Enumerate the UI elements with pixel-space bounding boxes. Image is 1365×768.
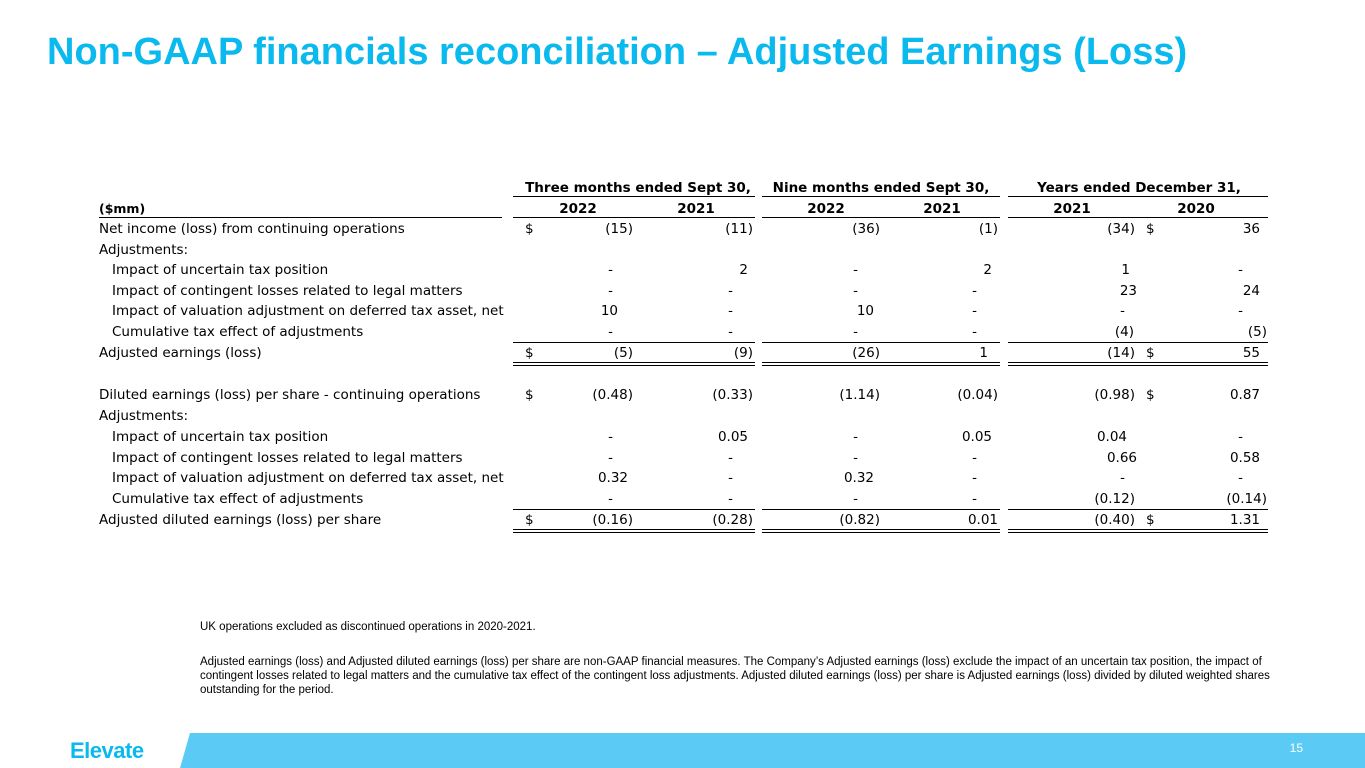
value-cell: (4) bbox=[1114, 324, 1134, 340]
total-double-underline bbox=[1008, 362, 1268, 366]
value-cell: 10 bbox=[856, 303, 874, 319]
value-cell: - bbox=[1238, 262, 1243, 278]
elevate-logo: Elevate bbox=[70, 738, 144, 763]
value-cell: - bbox=[972, 303, 977, 319]
value-cell: (0.14) bbox=[1226, 491, 1267, 507]
value-cell: - bbox=[972, 324, 977, 340]
value-cell: - bbox=[972, 470, 977, 486]
value-cell: 0.66 bbox=[1106, 450, 1137, 466]
subtotal-underline bbox=[513, 342, 755, 343]
value-cell: - bbox=[1238, 470, 1243, 486]
value-cell: (1) bbox=[978, 221, 998, 237]
value-cell: (0.48) bbox=[592, 387, 633, 403]
value-cell: - bbox=[1120, 303, 1125, 319]
value-cell: (5) bbox=[613, 345, 633, 361]
value-cell: - bbox=[608, 283, 613, 299]
dollar-sign: $ bbox=[525, 221, 534, 237]
value-cell: (0.04) bbox=[957, 387, 998, 403]
value-cell: - bbox=[728, 470, 733, 486]
footnote-uk: UK operations excluded as discontinued operations in 2020-2021. bbox=[200, 621, 536, 633]
footer-shape bbox=[0, 733, 1365, 768]
value-cell: - bbox=[972, 283, 977, 299]
row-label: Diluted earnings (loss) per share - continuing operations bbox=[99, 387, 481, 403]
value-cell: - bbox=[1238, 429, 1243, 445]
group-header-nine-months: Nine months ended Sept 30, bbox=[772, 180, 990, 196]
footer-band bbox=[0, 733, 1365, 768]
value-cell: 0.04 bbox=[1096, 429, 1127, 445]
value-cell: - bbox=[972, 491, 977, 507]
header-underline bbox=[762, 217, 1000, 218]
row-label: Adjusted diluted earnings (loss) per share bbox=[99, 512, 382, 528]
dollar-sign: $ bbox=[1146, 387, 1155, 403]
row-label: Impact of valuation adjustment on deferred tax asset, net bbox=[112, 303, 504, 319]
value-cell: (5) bbox=[1247, 324, 1267, 340]
row-label: Impact of valuation adjustment on deferred tax asset, net bbox=[112, 470, 504, 486]
value-cell: - bbox=[853, 450, 858, 466]
value-cell: - bbox=[1238, 303, 1243, 319]
header-underline bbox=[99, 217, 502, 218]
value-cell: (34) bbox=[1107, 221, 1135, 237]
dollar-sign: $ bbox=[1146, 345, 1155, 361]
value-cell: 23 bbox=[1119, 283, 1137, 299]
year-header: 2022 bbox=[559, 201, 597, 217]
row-label: Cumulative tax effect of adjustments bbox=[112, 491, 364, 507]
value-cell: 0.05 bbox=[961, 429, 992, 445]
value-cell: 1 bbox=[979, 345, 988, 361]
page-title: Non-GAAP financials reconciliation – Adjusted Earnings (Loss) bbox=[47, 31, 1188, 73]
value-cell: 2 bbox=[983, 262, 992, 278]
value-cell: - bbox=[728, 491, 733, 507]
row-label: Adjustments: bbox=[99, 242, 189, 258]
value-cell: (9) bbox=[733, 345, 753, 361]
value-cell: - bbox=[608, 429, 613, 445]
value-cell: 2 bbox=[739, 262, 748, 278]
page-number: 15 bbox=[1289, 741, 1303, 755]
total-double-underline bbox=[762, 362, 1000, 366]
value-cell: 55 bbox=[1242, 345, 1260, 361]
value-cell: (0.33) bbox=[712, 387, 753, 403]
dollar-sign: $ bbox=[525, 512, 534, 528]
value-cell: 1.31 bbox=[1229, 512, 1260, 528]
footer-band-fill bbox=[180, 733, 1365, 768]
subtotal-underline bbox=[762, 509, 1000, 510]
value-cell: - bbox=[853, 324, 858, 340]
value-cell: - bbox=[728, 303, 733, 319]
value-cell: - bbox=[1120, 470, 1125, 486]
value-cell: 24 bbox=[1242, 283, 1260, 299]
total-double-underline bbox=[1008, 529, 1268, 533]
row-label: Impact of contingent losses related to legal matters bbox=[112, 450, 463, 466]
footnote-definition: Adjusted earnings (loss) and Adjusted diluted earnings (loss) per share are non-GAAP financial measures. The Company’s Adjusted earnings (loss) exclude the impact of an uncertain tax position, the impact of contingent losses related to legal matters and the cumulative tax effect of the contingent loss adjustments. Adjusted diluted earnings (loss) per share is Adjusted earnings (loss) divided by diluted weighted shares outstanding for the period. bbox=[200, 656, 1270, 696]
row-label: Impact of contingent losses related to legal matters bbox=[112, 283, 463, 299]
dollar-sign: $ bbox=[1146, 221, 1155, 237]
row-label: Cumulative tax effect of adjustments bbox=[112, 324, 364, 340]
value-cell: 0.87 bbox=[1229, 387, 1260, 403]
value-cell: - bbox=[853, 262, 858, 278]
group-underline bbox=[1008, 196, 1268, 197]
value-cell: - bbox=[608, 491, 613, 507]
total-double-underline bbox=[513, 529, 755, 533]
year-header: 2021 bbox=[1053, 201, 1091, 217]
value-cell: 0.05 bbox=[717, 429, 748, 445]
value-cell: - bbox=[972, 450, 977, 466]
value-cell: 0.32 bbox=[843, 470, 874, 486]
dollar-sign: $ bbox=[525, 345, 534, 361]
row-label: Net income (loss) from continuing operations bbox=[99, 221, 405, 237]
value-cell: - bbox=[608, 262, 613, 278]
value-cell: - bbox=[728, 283, 733, 299]
value-cell: (1.14) bbox=[839, 387, 880, 403]
subtotal-underline bbox=[1008, 509, 1268, 510]
value-cell: (0.98) bbox=[1094, 387, 1135, 403]
value-cell: 0.32 bbox=[597, 470, 628, 486]
row-label: Adjustments: bbox=[99, 408, 189, 424]
year-header: 2020 bbox=[1177, 201, 1215, 217]
group-header-years: Years ended December 31, bbox=[1037, 180, 1241, 196]
value-cell: 36 bbox=[1242, 221, 1260, 237]
total-double-underline bbox=[762, 529, 1000, 533]
row-label: Impact of uncertain tax position bbox=[112, 262, 329, 278]
year-header: 2022 bbox=[807, 201, 845, 217]
row-label: Adjusted earnings (loss) bbox=[99, 345, 262, 361]
value-cell: - bbox=[853, 429, 858, 445]
value-cell: (0.28) bbox=[712, 512, 753, 528]
value-cell: (0.40) bbox=[1094, 512, 1135, 528]
group-underline bbox=[762, 196, 1000, 197]
unit-label: ($mm) bbox=[99, 201, 146, 216]
dollar-sign: $ bbox=[1146, 512, 1155, 528]
value-cell: (11) bbox=[725, 221, 753, 237]
subtotal-underline bbox=[762, 342, 1000, 343]
value-cell: - bbox=[853, 283, 858, 299]
group-underline bbox=[513, 196, 755, 197]
value-cell: - bbox=[728, 324, 733, 340]
value-cell: - bbox=[728, 450, 733, 466]
value-cell: (0.12) bbox=[1094, 491, 1135, 507]
year-header: 2021 bbox=[677, 201, 715, 217]
value-cell: 10 bbox=[600, 303, 618, 319]
value-cell: (15) bbox=[605, 221, 633, 237]
total-double-underline bbox=[513, 362, 755, 366]
value-cell: 0.01 bbox=[967, 512, 998, 528]
row-label: Impact of uncertain tax position bbox=[112, 429, 329, 445]
header-underline bbox=[513, 217, 755, 218]
subtotal-underline bbox=[513, 509, 755, 510]
header-underline bbox=[1008, 217, 1268, 218]
value-cell: - bbox=[608, 324, 613, 340]
subtotal-underline bbox=[1008, 342, 1268, 343]
value-cell: 0.58 bbox=[1229, 450, 1260, 466]
group-header-three-months: Three months ended Sept 30, bbox=[525, 180, 751, 196]
value-cell: 1 bbox=[1121, 262, 1130, 278]
value-cell: - bbox=[853, 491, 858, 507]
value-cell: (0.16) bbox=[592, 512, 633, 528]
value-cell: (26) bbox=[852, 345, 880, 361]
dollar-sign: $ bbox=[525, 387, 534, 403]
year-header: 2021 bbox=[923, 201, 961, 217]
value-cell: (36) bbox=[852, 221, 880, 237]
value-cell: - bbox=[608, 450, 613, 466]
value-cell: (14) bbox=[1107, 345, 1135, 361]
value-cell: (0.82) bbox=[839, 512, 880, 528]
